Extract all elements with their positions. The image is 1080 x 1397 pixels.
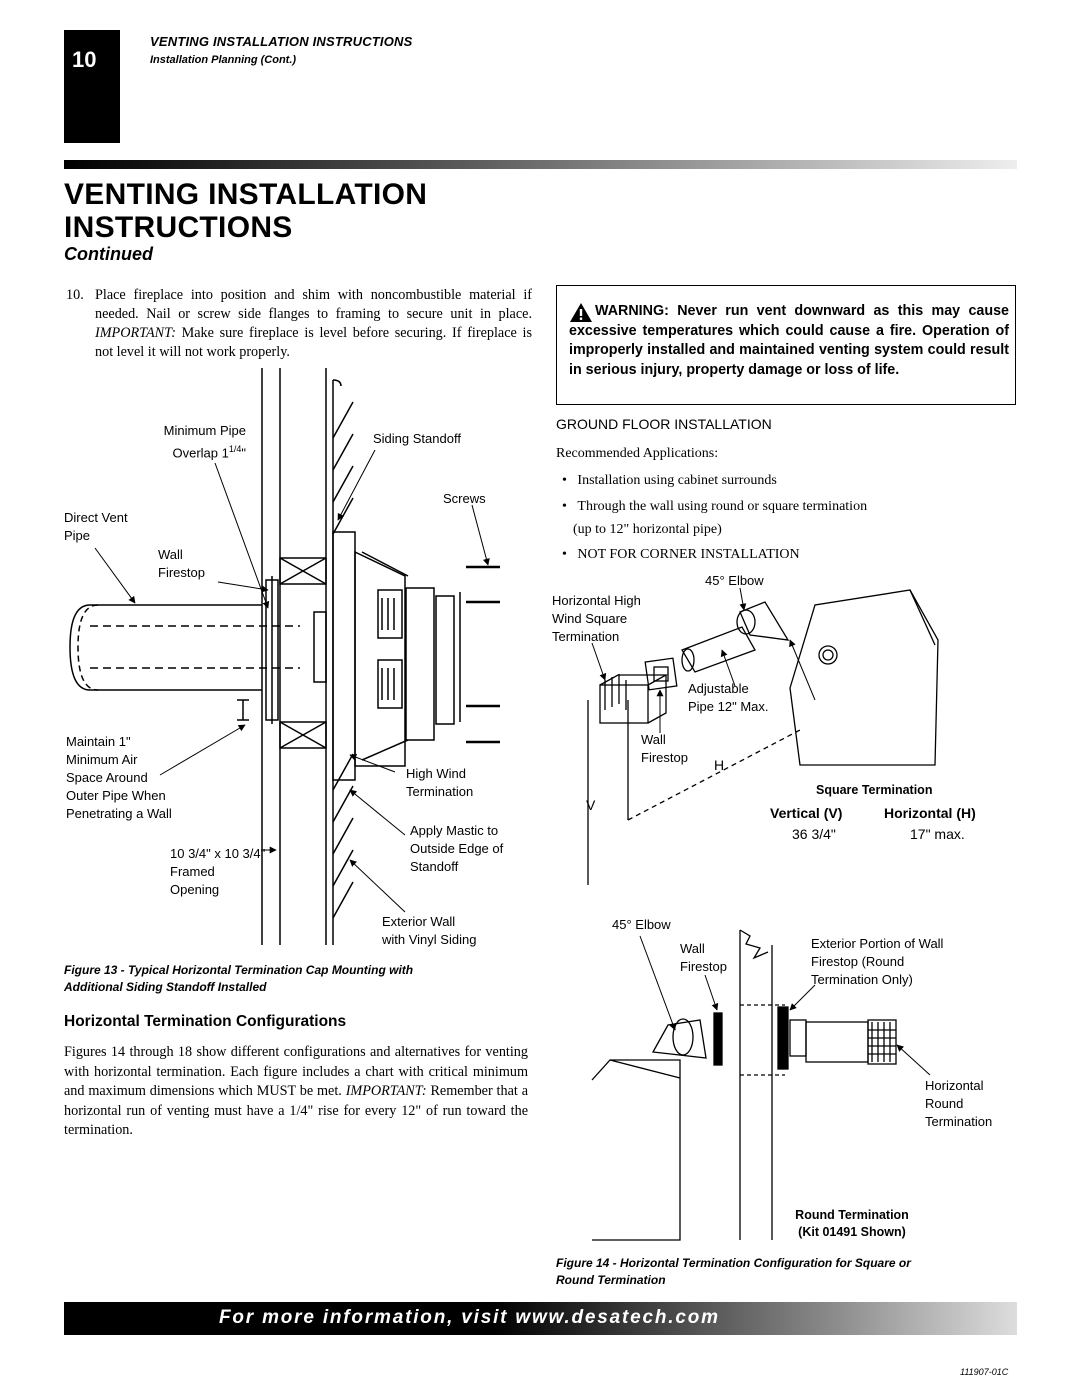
fig14-label-h: H (714, 757, 725, 773)
continued-label: Continued (64, 244, 153, 264)
square-col-vertical: Vertical (V) (770, 805, 843, 821)
fig14-label-adjustable-pipe: Adjustable Pipe 12" Max. (688, 681, 769, 714)
fig14-label-elbow: 45° Elbow (705, 573, 764, 588)
fig14-round-label-exterior-firestop: Exterior Portion of Wall Firestop (Round Termination Only) (811, 936, 944, 987)
step-text-a: Place fireplace into position and shim with noncombustible material if needed. Nail or screw side flanges to framing to secure unit in place. (95, 287, 532, 322)
fig13-label-maintain: Maintain 1" Minimum Air Space Around Outer Pipe When Penetrating a Wall (66, 734, 172, 821)
fig14-round-label-wall-firestop: Wall Firestop (680, 941, 727, 974)
fig13-label-direct-vent: Direct Vent Pipe (64, 510, 128, 543)
square-val-horizontal: 17" max. (910, 826, 965, 842)
page-title-line2: INSTRUCTIONS (64, 211, 293, 244)
page-title-line1: VENTING INSTALLATION (64, 178, 428, 211)
step-important: IMPORTANT: (95, 325, 176, 341)
bullet-2-cont: (up to 12" horizontal pipe) (573, 522, 722, 537)
fig13-label-high-wind: High Wind Termination (406, 766, 474, 799)
configurations-paragraph: Figures 14 through 18 show different configurations and alternatives for venting with horizontal termination. Each figure includes a chart with critical minimum and maximum dimensions which MUST be met. IMPORTANT: Remember that a horizontal run of venting must have a 1/4" rise for every 12" of run toward the termination. (64, 1044, 528, 1138)
footer-link-text[interactable]: For more information, visit www.desatech.com (219, 1307, 720, 1328)
fig13-label-min-pipe: Minimum Pipe Overlap $1^{1/4}$" (163, 423, 246, 461)
footer-banner (64, 1302, 1017, 1335)
bullet-3: • NOT FOR CORNER INSTALLATION (562, 547, 800, 562)
fig14-label-wall-firestop: Wall Firestop (641, 732, 688, 765)
fig13-label-wall-firestop: Wall Firestop (158, 547, 205, 580)
fig14-round-label-elbow: 45° Elbow (612, 917, 671, 932)
square-val-vertical: 36 3/4" (792, 826, 836, 842)
configurations-heading: Horizontal Termination Configurations (64, 1013, 347, 1030)
bullet-1: • Installation using cabinet surrounds (562, 473, 777, 488)
step-number: 10. (66, 287, 84, 303)
fig13-label-siding-standoff: Siding Standoff (373, 431, 461, 446)
square-table-title: Square Termination (816, 783, 933, 797)
fig13-label-exterior-wall: Exterior Wall with Vinyl Siding (382, 914, 477, 947)
running-header-title: VENTING INSTALLATION INSTRUCTIONS (150, 34, 413, 49)
fig13-label-screws: Screws (443, 491, 486, 506)
fig14-label-high-wind-square: Horizontal High Wind Square Termination (552, 593, 641, 644)
bullet-2: • Through the wall using round or square termination (562, 499, 868, 514)
figure14-caption: Figure 14 - Horizontal Termination Configuration for Square or Round Termination (556, 1256, 911, 1287)
running-header-subtitle: Installation Planning (Cont.) (150, 54, 297, 66)
page-number: 10 (72, 47, 97, 72)
fig13-label-framed-opening: 10 3/4" x 10 3/4" Framed Opening (170, 846, 266, 897)
figure13-caption: Figure 13 - Typical Horizontal Termination Cap Mounting with Additional Siding Standoff Installed (64, 963, 414, 994)
ground-floor-heading: GROUND FLOOR INSTALLATION (556, 416, 772, 432)
recommended-applications: Recommended Applications: (556, 446, 719, 461)
step-text-b: Make sure fireplace is level before securing. If fireplace is not level it will not work properly. (95, 325, 532, 360)
fig14-round-label-termination: Horizontal Round Termination (925, 1078, 993, 1129)
round-termination-title: Round Termination (Kit 01491 Shown) (795, 1208, 909, 1239)
fig13-label-apply-mastic: Apply Mastic to Outside Edge of Standoff (410, 823, 504, 874)
part-number: 111907-01C (960, 1367, 1009, 1377)
warning-box (556, 285, 1016, 405)
warning-text: WARNING: Never run vent downward as this may cause excessive temperatures which could cause a fire. Operation of improperly installed and maintained venting system could result in serious injury, property damage or loss of life. (569, 303, 1009, 378)
square-col-horizontal: Horizontal (H) (884, 805, 976, 821)
fig14-label-v: V (586, 797, 596, 813)
